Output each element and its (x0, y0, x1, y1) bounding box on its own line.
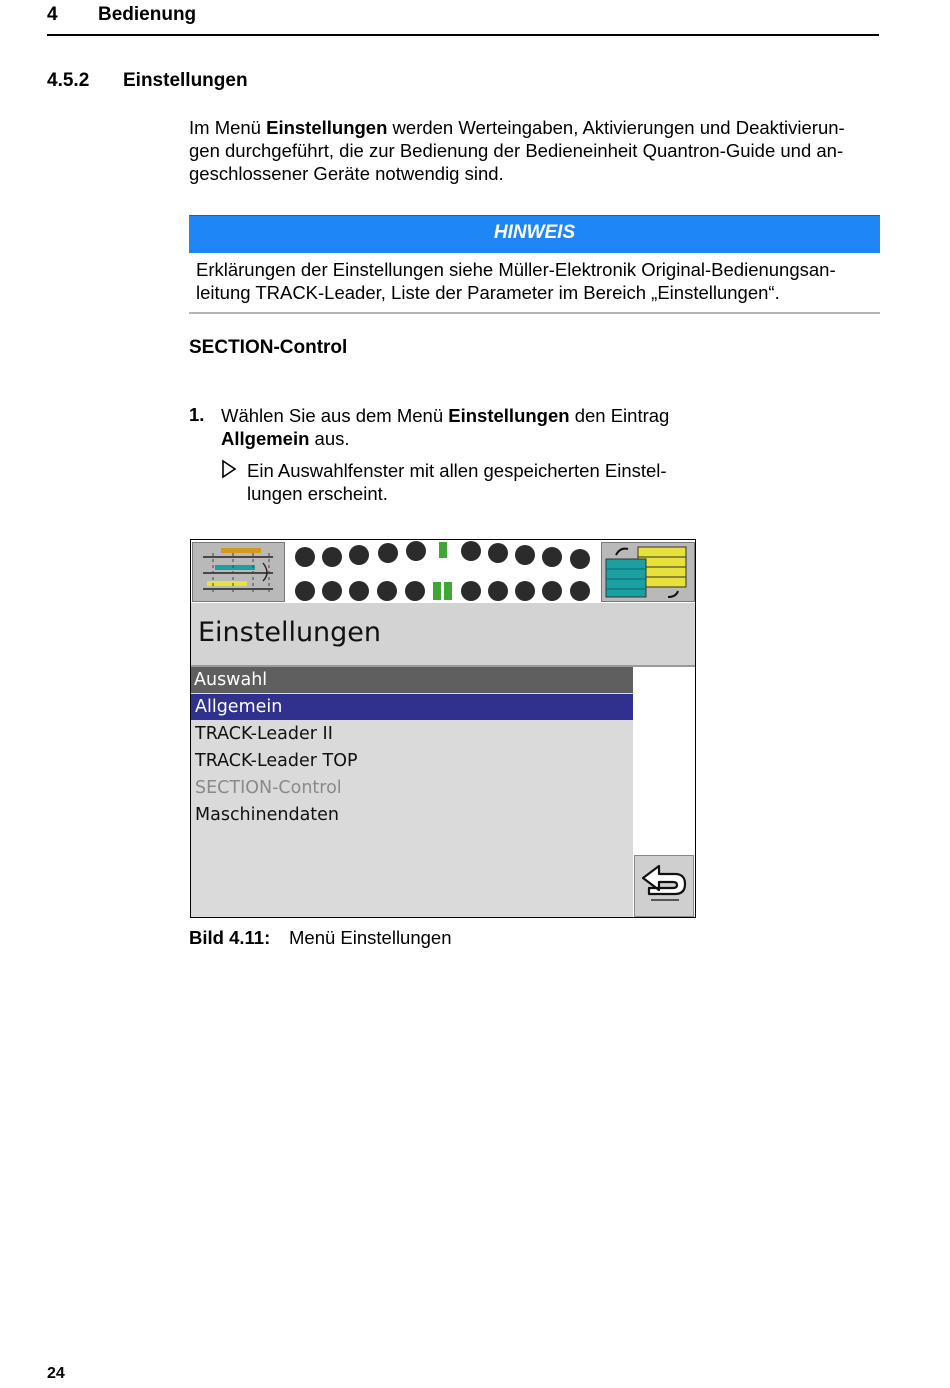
result-line-1: Ein Auswahlfenster mit allen gespeicherten Einstel- (247, 460, 667, 481)
result-line-2: lungen erscheint. (247, 483, 388, 504)
list-item-maschinendaten[interactable]: Maschinendaten (195, 805, 340, 825)
intro-line-1: Im Menü Einstellungen werden Werteingaben, Aktivierungen und Deaktivierun- (189, 117, 845, 138)
return-arrow-icon (635, 856, 693, 916)
notice-rule (189, 312, 880, 314)
section-indicator (461, 581, 481, 601)
screen-title: Einstellungen (198, 617, 382, 648)
section-indicator (488, 543, 508, 563)
intro-line-2: gen durchgeführt, die zur Bedienung der Bedieneinheit Quantron-Guide und an- (189, 140, 844, 161)
section-indicator (515, 545, 535, 565)
chapter-title: Bedienung (98, 4, 197, 25)
step-line-1: Wählen Sie aus dem Menü Einstellungen den Eintrag (221, 405, 670, 426)
chapter-number: 4 (47, 4, 58, 25)
section-indicator (322, 547, 342, 567)
section-indicator (406, 541, 426, 561)
list-item-allgemein[interactable]: Allgemein (191, 694, 633, 720)
section-indicator (542, 581, 562, 601)
status-bar (191, 540, 695, 603)
settings-list (191, 667, 633, 918)
section-indicator (322, 581, 342, 601)
section-indicator (570, 549, 590, 569)
figure-label: Bild 4.11: (189, 927, 271, 948)
section-indicator (295, 547, 315, 567)
swap-screens-icon[interactable] (601, 542, 695, 602)
section-indicator (542, 547, 562, 567)
section-indicator (488, 581, 508, 601)
list-item-track-leader-ii[interactable]: TRACK-Leader II (195, 724, 333, 744)
section-indicator (461, 541, 481, 561)
field-lanes-icon[interactable] (192, 542, 285, 602)
intro-line-3: geschlossener Geräte notwendig sind. (189, 163, 504, 184)
section-title: Einstellungen (123, 70, 248, 91)
terminal-screen (190, 539, 696, 918)
list-item-section-control: SECTION-Control (195, 778, 342, 798)
figure-caption: Menü Einstellungen (289, 927, 452, 948)
section-indicator (377, 581, 397, 601)
notice-line-2: leitung TRACK-Leader, Liste der Parameter im Bereich „Einstellungen“. (196, 282, 780, 303)
back-button[interactable] (634, 855, 694, 917)
page-number: 24 (47, 1365, 65, 1382)
list-header: Auswahl (191, 667, 633, 693)
section-indicator (405, 581, 425, 601)
subheading: SECTION-Control (189, 337, 348, 358)
screen-title-area (191, 603, 695, 667)
header-rule (47, 34, 879, 36)
section-indicator (349, 581, 369, 601)
section-indicator (349, 545, 369, 565)
section-indicator (570, 581, 590, 601)
section-active-indicator (433, 582, 441, 600)
section-indicator (295, 581, 315, 601)
result-triangle-icon (221, 459, 237, 479)
section-active-indicator (444, 582, 452, 600)
section-indicator (515, 581, 535, 601)
section-number: 4.5.2 (47, 70, 90, 91)
section-indicator (378, 543, 398, 563)
step-line-2: Allgemein aus. (221, 428, 350, 449)
section-active-indicator (439, 542, 447, 558)
step-number: 1. (189, 404, 205, 425)
list-item-track-leader-top[interactable]: TRACK-Leader TOP (195, 751, 358, 771)
notice-line-1: Erklärungen der Einstellungen siehe Müller-Elektronik Original-Bedienungsan- (196, 259, 836, 280)
notice-title: HINWEIS (493, 222, 576, 243)
